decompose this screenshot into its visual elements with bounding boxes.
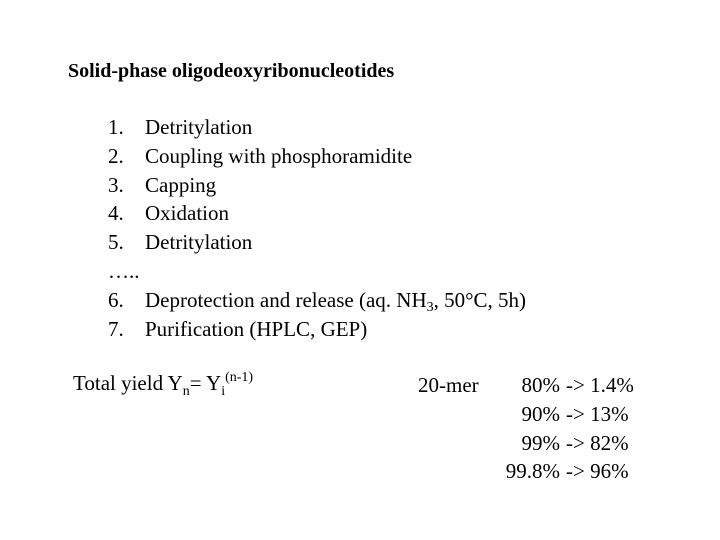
coupling-efficiency: 99.8% (505, 459, 560, 484)
table-row (418, 400, 634, 429)
step-text: Detritylation (145, 230, 253, 255)
synthesis-steps-list (108, 113, 526, 343)
step-text: Deprotection and release (aq. NH (145, 287, 427, 312)
oligo-length-label: 20-mer (418, 373, 479, 397)
step-item (108, 113, 526, 142)
coupling-efficiency: 99% (521, 430, 560, 455)
formula-equals: = Y (189, 371, 222, 395)
step-text: Capping (145, 172, 217, 197)
step-ellipsis (108, 257, 526, 286)
step-number: 2. (108, 143, 124, 168)
subscript-i: i (221, 384, 226, 399)
total-yield-result: -> 82% (566, 430, 629, 455)
step-item (108, 315, 526, 344)
table-row (418, 371, 634, 400)
step-text: Oxidation (145, 201, 229, 226)
step-number: 5. (108, 230, 124, 255)
subscript-n: n (182, 384, 190, 399)
exponent: (n-1) (225, 370, 254, 385)
total-yield-result: -> 1.4% (566, 373, 634, 397)
step-item (108, 142, 526, 171)
step-number: 4. (108, 201, 124, 226)
step-number: 7. (108, 316, 124, 341)
step-item (108, 286, 526, 315)
total-yield-formula (73, 370, 254, 399)
page-title: Solid-phase oligodeoxyribonucleotides (68, 60, 395, 82)
step-text: Purification (HPLC, GEP) (145, 316, 368, 341)
formula-prefix: Total yield Y (73, 371, 183, 395)
step-text: Coupling with phosphoramidite (145, 143, 413, 168)
step-item (108, 199, 526, 228)
step-number: 1. (108, 115, 124, 139)
table-row (418, 457, 634, 486)
step-text-tail: , 50°C, 5h) (433, 287, 527, 312)
step-text: Detritylation (145, 115, 253, 139)
step-number: 3. (108, 172, 124, 197)
step-item (108, 171, 526, 200)
total-yield-result: -> 13% (566, 401, 629, 426)
step-number: 6. (108, 287, 124, 312)
coupling-efficiency: 90% (521, 401, 560, 426)
total-yield-result: -> 96% (566, 459, 629, 484)
step-item (108, 228, 526, 257)
yield-table (418, 371, 634, 486)
table-row (418, 429, 634, 458)
ellipsis-text: ….. (108, 258, 140, 283)
subscript: 3 (426, 299, 434, 315)
coupling-efficiency: 80% (521, 373, 560, 397)
